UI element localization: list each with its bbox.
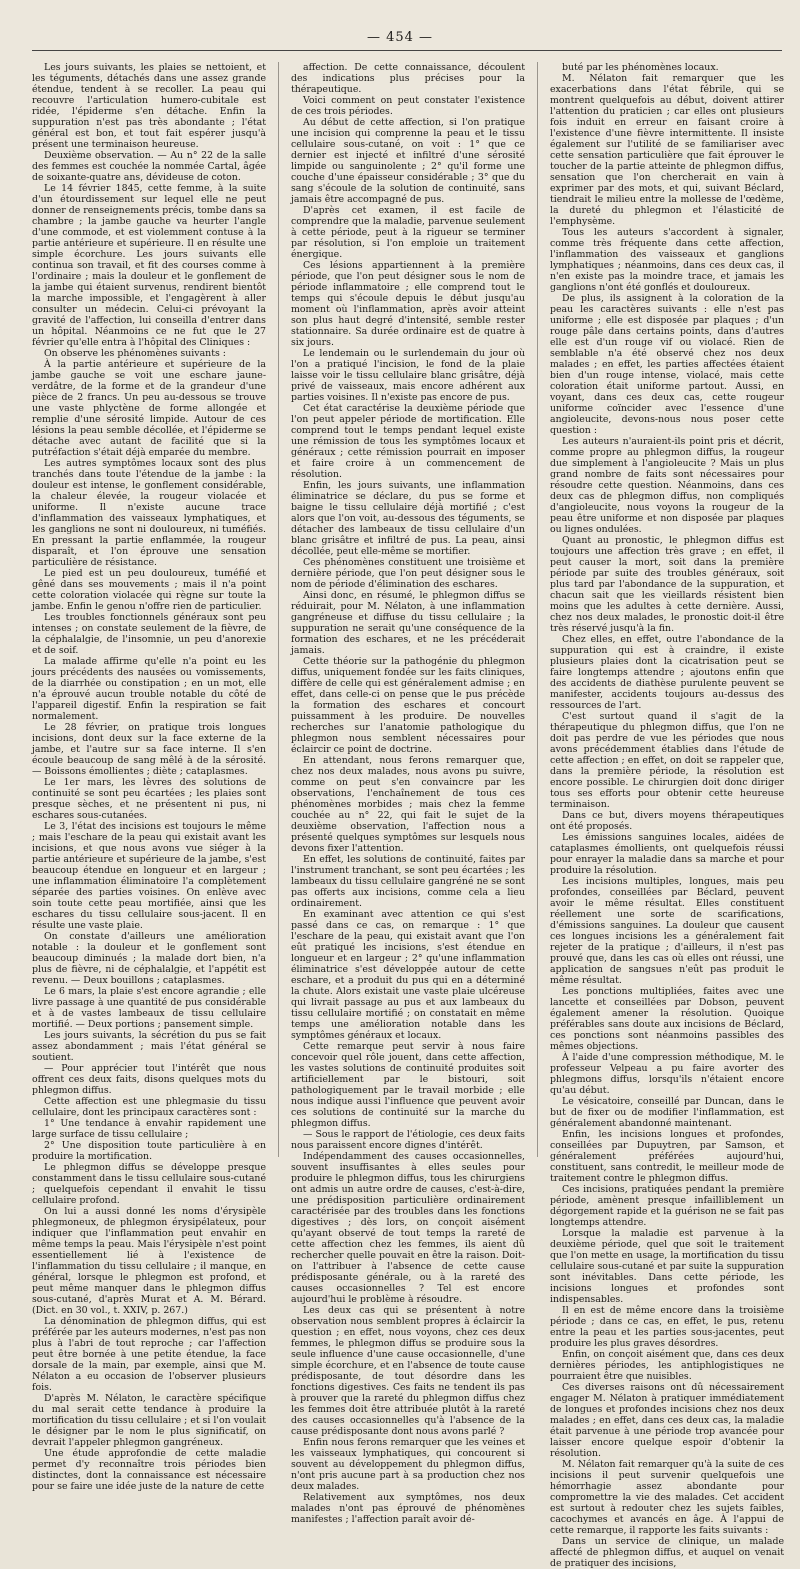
paragraph: Ces incisions, pratiquées pendant la première période, amènent presque infailliblement un dégorgement rapide et la guérison ne se fait pas longtemps attendre. [550, 1184, 784, 1228]
paragraph: Les jours suivants, la sécrétion du pus se fait assez abondamment ; mais l'état général se soutient. [32, 1030, 266, 1063]
paragraph: La dénomination de phlegmon diffus, qui est préférée par les auteurs modernes, n'est pas non plus à l'abri de tout reproche ; car l'affection peut être bornée à une petite étendue, la face dorsale de la main, par exemple, ainsi que M. Nélaton a eu occasion de l'observer plusieurs fois. [32, 1316, 266, 1393]
paragraph: 2° Une disposition toute particulière à en produire la mortification. [32, 1140, 266, 1162]
paragraph: Lorsque la maladie est parvenue à la deuxième période, quel que soit le traitement que l'on mette en usage, la mortification du tissu cellulaire sous-cutané et par suite la suppuration sont inévitables. Dans cette période, les incisions longues et profondes sont indispensables. [550, 1228, 784, 1305]
column-divider [278, 62, 279, 1157]
paragraph: Quant au pronostic, le phlegmon diffus est toujours une affection très grave ; en effet, il peut causer la mort, soit dans la première période par suite des troubles généraux, soit plus tard par l'abondance de la suppuration, et chacun sait que les vieillards résistent bien moins que les adultes à cette dernière. Aussi, chez nos deux malades, le pronostic doit-il être très réservé jusqu'à la fin. [550, 535, 784, 634]
paragraph: Les incisions multiples, longues, mais peu profondes, conseillées par Béclard, peuvent avoir le même résultat. Elles constituent réellement une sorte de scarifications, d'émissions sanguines. La douleur que causent ces longues incisions les a généralement fait rejeter de la pratique ; d'ailleurs, il n'est pas prouvé que, dans les cas où elles ont réussi, une application de sangsues n'eût pas produit le même résultat. [550, 876, 784, 986]
paragraph: Dans un service de clinique, un malade affecté de phlegmon diffus, et auquel on venait de pratiquer des incisions, [550, 1536, 784, 1569]
header-rule [32, 50, 782, 51]
paragraph: Le lendemain ou le surlendemain du jour où l'on a pratiqué l'incision, le fond de la plaie laisse voir le tissu cellulaire blanc grisâtre, déjà privé de vaisseaux, mais encore adhérent aux parties voisines. Il n'existe pas encore de pus. [291, 348, 525, 403]
paragraph: À la partie antérieure et supérieure de la jambe gauche se voit une eschare jaune-verdâtre, de la forme et de la grandeur d'une pièce de 2 francs. Un peu au-dessous se trouve une vaste phlyctène de forme allongée et remplie d'une sérosité limpide. Autour de ces lésions la peau semble décollée, et l'épiderme se détache avec autant de facilité que si la putréfaction s'était déjà emparée du membre. [32, 359, 266, 458]
paragraph: En examinant avec attention ce qui s'est passé dans ce cas, on remarque : 1° que l'eschare de la peau, qui existait avant que l'on eût pratiqué les incisions, s'est étendue en longueur et en largeur ; 2° qu'une inflammation éliminatrice s'est développée autour de cette eschare, et a produit du pus qui en a déterminé la chute. Alors existait une vaste plaie ulcéreuse qui livrait passage au pus et aux lambeaux du tissu cellulaire mortifié ; on constatait en même temps une amélioration notable dans les symptômes généraux et locaux. [291, 909, 525, 1041]
paragraph: D'après cet examen, il est facile de comprendre que la maladie, parvenue seulement à cette période, peut à la rigueur se terminer par résolution, si l'on emploie un traitement énergique. [291, 205, 525, 260]
paragraph: À l'aide d'une compression méthodique, M. le professeur Velpeau a pu faire avorter des phlegmons diffus, lorsqu'ils n'étaient encore qu'au début. [550, 1052, 784, 1096]
paragraph: Le pied est un peu douloureux, tuméfié et gêné dans ses mouvements ; mais il n'a point cette coloration violacée qui règne sur toute la jambe. Enfin le genou n'offre rien de particulier. [32, 568, 266, 612]
paragraph: 1° Une tendance à envahir rapidement une large surface de tissu cellulaire ; [32, 1118, 266, 1140]
paragraph: Ces lésions appartiennent à la première période, que l'on peut désigner sous le nom de période inflammatoire ; elle comprend tout le temps qui s'écoule depuis le début jusqu'au moment où l'inflammation, après avoir atteint son plus haut degré d'intensité, semble rester stationnaire. Sa durée ordinaire est de quatre à six jours. [291, 260, 525, 348]
paragraph: M. Nélaton fait remarquer qu'à la suite de ces incisions il peut survenir quelquefois une hémorrhagie assez abondante pour compromettre la vie des malades. Cet accident est surtout à redouter chez les sujets faibles, cacochymes et avancés en âge. À l'appui de cette remarque, il rapporte les faits suivants : [550, 1459, 784, 1536]
paragraph: Le 1er mars, les lèvres des solutions de continuité se sont peu écartées ; les plaies sont presque sèches, et ne présentent ni pus, ni eschares sous-cutanées. [32, 777, 266, 821]
paragraph: On lui a aussi donné les noms d'érysipèle phlegmoneux, de phlegmon érysipélateux, pour indiquer que l'inflammation peut envahir en même temps la peau. Mais l'érysipèle n'est point essentiellement lié à l'existence de l'inflammation du tissu cellulaire ; il manque, en général, lorsque le phlegmon est profond, et peut même manquer dans le phlegmon diffus sous-cutané, d'après Murat et A. M. Bérard. (Dict. en 30 vol., t. XXIV, p. 267.) [32, 1206, 266, 1316]
page-number: — 454 — [366, 30, 434, 45]
paragraph: Enfin, les incisions longues et profondes, conseillées par Dupuytren, par Samson, et généralement préférées aujourd'hui, constituent, sans contredit, le meilleur mode de traitement contre le phlegmon diffus. [550, 1129, 784, 1184]
paragraph: Cette remarque peut servir à nous faire concevoir quel rôle jouent, dans cette affection, les vastes solutions de continuité produites soit artificiellement par le bistouri, soit pathologiquement par le travail morbide ; elle nous indique aussi l'influence que peuvent avoir ces solutions de continuité sur la marche du phlegmon diffus. [291, 1041, 525, 1129]
paragraph: La malade affirme qu'elle n'a point eu les jours précédents des nausées ou vomissements, de la diarrhée ou constipation ; en un mot, elle n'a éprouvé aucun trouble notable du côté de l'appareil digestif. Enfin la respiration se fait normalement. [32, 656, 266, 722]
paragraph: Le 28 février, on pratique trois longues incisions, dont deux sur la face externe de la jambe, et l'autre sur sa face interne. Il s'en écoule beaucoup de sang mêlé à de la sérosité. — Boissons émollientes ; diète ; cataplasmes. [32, 722, 266, 777]
paragraph: Voici comment on peut constater l'existence de ces trois périodes. [291, 95, 525, 117]
paragraph: Enfin, les jours suivants, une inflammation éliminatrice se déclare, du pus se forme et baigne le tissu cellulaire déjà mortifié ; c'est alors que l'on voit, au-dessous des téguments, se détacher des lambeaux de tissu cellulaire d'un blanc grisâtre et infiltré de pus. La peau, ainsi décollée, peut elle-même se mortifier. [291, 480, 525, 557]
paragraph: Enfin, on conçoit aisément que, dans ces deux dernières périodes, les antiphlogistiques ne pourraient être que nuisibles. [550, 1349, 784, 1382]
paragraph: Tous les auteurs s'accordent à signaler, comme très fréquente dans cette affection, l'inflammation des vaisseaux et ganglions lymphatiques ; néanmoins, dans ces deux cas, il n'en existe pas la moindre trace, et jamais les ganglions n'ont été gonflés et douloureux. [550, 227, 784, 293]
paragraph: C'est surtout quand il s'agit de la thérapeutique du phlegmon diffus, que l'on ne doit pas perdre de vue les périodes que nous avons précédemment établies dans l'étude de cette affection ; en effet, on doit se rappeler que, dans la première période, la résolution est encore possible. Le chirurgien doit donc diriger tous ses efforts pour obtenir cette heureuse terminaison. [550, 711, 784, 810]
paragraph: — Sous le rapport de l'étiologie, ces deux faits nous paraissent encore dignes d'intérêt. [291, 1129, 525, 1151]
column-divider [537, 62, 538, 1157]
paragraph: Les troubles fonctionnels généraux sont peu intenses ; on constate seulement de la fièvre, de la céphalalgie, de l'insomnie, un peu d'anorexie et de soif. [32, 612, 266, 656]
paragraph: D'après M. Nélaton, le caractère spécifique du mal serait cette tendance à produire la mortification du tissu cellulaire ; et si l'on voulait le désigner par le nom le plus significatif, on devrait l'appeler phlegmon gangréneux. [32, 1393, 266, 1448]
paragraph: Les auteurs n'auraient-ils point pris et décrit, comme propre au phlegmon diffus, la rougeur due simplement à l'angioleucite ? Mais un plus grand nombre de faits sont nécessaires pour résoudre cette question. Néanmoins, dans ces deux cas de phlegmon diffus, non compliqués d'angioleucite, nous voyons la rougeur de la peau être uniforme et non disposée par plaques ou lignes ondulées. [550, 436, 784, 535]
paragraph: En effet, les solutions de continuité, faites par l'instrument tranchant, se sont peu écartées ; les lambeaux du tissu cellulaire gangréné ne se sont pas offerts aux incisions, comme cela a lieu ordinairement. [291, 854, 525, 909]
column-right [550, 62, 784, 1569]
paragraph: Le phlegmon diffus se développe presque constamment dans le tissu cellulaire sous-cutané ; quelquefois cependant il envahit le tissu cellulaire profond. [32, 1162, 266, 1206]
paragraph: Le 3, l'état des incisions est toujours le même ; mais l'eschare de la peau qui existait avant les incisions, et que nous avons vue siéger à la partie antérieure et supérieure de la jambe, s'est beaucoup étendue en longueur et en largeur ; une inflammation éliminatoire l'a complètement séparée des parties voisines. On enlève avec soin toute cette peau mortifiée, ainsi que les eschares du tissu cellulaire sous-jacent. Il en résulte une vaste plaie. [32, 821, 266, 931]
paragraph: Le 14 février 1845, cette femme, à la suite d'un étourdissement sur lequel elle ne peut donner de renseignements précis, tombe dans sa chambre ; la jambe gauche va heurter l'angle d'une commode, et est violemment contuse à la partie antérieure et supérieure. Il en résulte une simple écorchure. Les jours suivants elle continua son travail, et fit des courses comme à l'ordinaire ; mais la douleur et le gonflement de la jambe qui étaient survenus, rendirent bientôt la marche impossible, et l'engagèrent à aller consulter un médecin. Celui-ci prévoyant la gravité de l'affection, lui conseilla d'entrer dans un hôpital. Néanmoins ce ne fut que le 27 février qu'elle entra à l'hôpital des Cliniques : [32, 183, 267, 348]
paragraph: Cet état caractérise la deuxième période que l'on peut appeler période de mortification. Elle comprend tout le temps pendant lequel existe une rémission de tous les symptômes locaux et généraux ; cette rémission pourrait en imposer et faire croire à un commencement de résolution. [291, 403, 525, 480]
paragraph: affection. De cette connaissance, découlent des indications plus précises pour la thérapeutique. [291, 62, 525, 95]
text-columns [32, 62, 784, 1569]
paragraph: — Pour apprécier tout l'intérêt que nous offrent ces deux faits, disons quelques mots du phlegmon diffus. [32, 1063, 266, 1096]
column-left [32, 62, 267, 1492]
paragraph: Dans ce but, divers moyens thérapeutiques ont été proposés. [550, 810, 784, 832]
paragraph: buté par les phénomènes locaux. [562, 62, 719, 73]
paragraph: Deuxième observation. — Au n° 22 de la salle des femmes est couchée la nommée Cartal, âgée de soixante-quatre ans, dévideuse de coton. [32, 150, 266, 183]
paragraph: Le vésicatoire, conseillé par Duncan, dans le but de fixer ou de modifier l'inflammation, est généralement abandonné maintenant. [550, 1096, 784, 1129]
paragraph: Ces phénomènes constituent une troisième et dernière période, que l'on peut désigner sous le nom de période d'élimination des eschares. [291, 557, 525, 590]
paragraph: Le 6 mars, la plaie s'est encore agrandie ; elle livre passage à une quantité de pus considérable et à de vastes lambeaux de tissu cellulaire mortifié. — Deux portions ; pansement simple. [32, 986, 266, 1030]
paragraph: Cette théorie sur la pathogénie du phlegmon diffus, uniquement fondée sur les faits cliniques, diffère de celle qui est généralement admise ; en effet, dans celle-ci on pense que le pus précède la formation des eschares et concourt puissamment à les produire. De nouvelles recherches sur l'anatomie pathologique du phlegmon nous semblent nécessaires pour éclaircir ce point de doctrine. [291, 656, 525, 755]
paragraph: On constate d'ailleurs une amélioration notable : la douleur et le gonflement sont beaucoup diminués ; la malade dort bien, n'a plus de fièvre, ni de céphalalgie, et l'appétit est revenu. — Deux bouillons ; cataplasmes. [32, 931, 266, 986]
paragraph: Il en est de même encore dans la troisième période ; dans ce cas, en effet, le pus, retenu entre la peau et les parties sous-jacentes, peut produire les plus graves désordres. [550, 1305, 784, 1349]
paragraph: Enfin nous ferons remarquer que les veines et les vaisseaux lymphatiques, qui concourent si souvent au développement du phlegmon diffus, n'ont pris aucune part à sa production chez nos deux malades. [291, 1437, 525, 1492]
paragraph: En attendant, nous ferons remarquer que, chez nos deux malades, nous avons pu suivre, comme on peut s'en convaincre par les observations, l'enchaînement de tous ces phénomènes morbides ; mais chez la femme couchée au n° 22, qui fait le sujet de la deuxième observation, l'affection nous a présenté quelques symptômes sur lesquels nous devons fixer l'attention. [291, 755, 525, 854]
paragraph: Au début de cette affection, si l'on pratique une incision qui comprenne la peau et le tissu cellulaire sous-cutané, on voit : 1° que ce dernier est injecté et infiltré d'une sérosité limpide ou sanguinolente ; 2° qu'il forme une couche d'une épaisseur considérable ; 3° que du sang s'écoule de la solution de continuité, sans jamais être accompagné de pus. [291, 117, 525, 205]
paragraph: De plus, ils assignent à la coloration de la peau les caractères suivants : elle n'est pas uniforme ; elle est disposée par plaques ; d'un rouge pâle dans certains points, dans d'autres elle est d'un rouge vif ou violacé. Rien de semblable n'a été observé chez nos deux malades ; en effet, les parties affectées étaient bien d'un rouge intense, violacé, mais cette coloration était uniforme partout. Aussi, en voyant, dans ces deux cas, cette rougeur uniforme coïncider avec l'essence d'une angioleucite, devons-nous nous poser cette question : [550, 293, 784, 436]
paragraph: Les autres symptômes locaux sont des plus tranchés dans toute l'étendue de la jambe : la douleur est intense, le gonflement considérable, la chaleur élevée, la rougeur violacée et uniforme. Il n'existe aucune trace d'inflammation des vaisseaux lymphatiques, et les ganglions ne sont ni douloureux, ni tuméfiés. En pressant la partie enflammée, la rougeur disparaît, et l'on éprouve une sensation particulière de résistance. [32, 458, 266, 568]
paragraph: Les ponctions multipliées, faites avec une lancette et conseillées par Dobson, peuvent également amener la résolution. Quoique préférables sans doute aux incisions de Béclard, ces ponctions sont néanmoins passibles des mêmes objections. [550, 986, 784, 1052]
column-middle [291, 62, 525, 1525]
paragraph: Relativement aux symptômes, nos deux malades n'ont pas éprouvé de phénomènes manifestes ; l'affection paraît avoir dé- [291, 1492, 525, 1525]
paragraph: Les émissions sanguines locales, aidées de cataplasmes émollients, ont quelquefois réussi pour enrayer la maladie dans sa marche et pour produire la résolution. [550, 832, 784, 876]
paragraph: Cette affection est une phlegmasie du tissu cellulaire, dont les principaux caractères sont : [32, 1096, 266, 1118]
paragraph: Les deux cas qui se présentent à notre observation nous semblent propres à éclaircir la question ; en effet, nous voyons, chez ces deux femmes, le phlegmon diffus se produire sous la seule influence d'une cause occasionnelle, d'une simple écorchure, et en l'absence de toute cause prédisposante, de tout désordre dans les fonctions digestives. Ces faits ne tendent ils pas à prouver que la rareté du phlegmon diffus chez les femmes doit être attribuée plutôt à la rareté des causes occasionnelles qu'à l'absence de la cause prédisposante dont nous avons parlé ? [291, 1305, 525, 1437]
paragraph: On observe les phénomènes suivants : [44, 348, 226, 359]
paragraph: M. Nélaton fait remarquer que les exacerbations dans l'état fébrile, qui se montrent quelquefois au début, doivent attirer l'attention du praticien ; car elles ont plusieurs fois induit en erreur en faisant croire à l'existence d'une fièvre intermittente. Il insiste également sur l'utilité de se familiariser avec cette sensation particulière que fait éprouver le toucher de la partie atteinte de phlegmon diffus, sensation que l'on chercherait en vain à exprimer par des mots, et qui, suivant Béclard, tiendrait le milieu entre la mollesse de l'œdème, la dureté du phlegmon et l'élasticité de l'emphysème. [550, 73, 784, 227]
paragraph: Les jours suivants, les plaies se nettoient, et les téguments, détachés dans une assez grande étendue, tendent à se recoller. La peau qui recouvre l'articulation humero-cubitale est ridée, l'épiderme s'en détache. Enfin la suppuration n'est pas très abondante ; l'état général est bon, et tout fait espérer jusqu'à présent une terminaison heureuse. [32, 62, 266, 150]
paragraph: Ces diverses raisons ont dû nécessairement engager M. Nélaton à pratiquer immédiatement de longues et profondes incisions chez nos deux malades ; en effet, dans ces deux cas, la maladie était parvenue à une période trop avancée pour laisser encore quelque espoir d'obtenir la résolution. [550, 1382, 784, 1459]
paragraph: Ainsi donc, en résumé, le phlegmon diffus se réduirait, pour M. Nélaton, à une inflammation gangréneuse et diffuse du tissu cellulaire ; la suppuration ne serait qu'une conséquence de la formation des eschares, et ne les précéderait jamais. [291, 590, 525, 656]
paragraph: Une étude approfondie de cette maladie permet d'y reconnaître trois périodes bien distinctes, dont la connaissance est nécessaire pour se faire une idée juste de la nature de cette [32, 1448, 266, 1492]
paragraph: Chez elles, en effet, outre l'abondance de la suppuration qui est à craindre, il existe plusieurs plaies dont la cicatrisation peut se faire longtemps attendre ; ajoutons enfin que des accidents de diathèse purulente peuvent se manifester, accidents toujours au-dessus des ressources de l'art. [550, 634, 784, 711]
paragraph: Indépendamment des causes occasionnelles, souvent insuffisantes à elles seules pour produire le phlegmon diffus, tous les chirurgiens ont admis un autre ordre de causes, c'est-à-dire, une prédisposition particulière ordinairement caractérisée par des troubles dans les fonctions digestives ; dès lors, on conçoit aisément qu'ayant observé de tout temps la rareté de cette affection chez les femmes, ils aient dû rechercher quelle pouvait en être la raison. Doit-on l'attribuer à l'absence de cette cause prédisposante générale, ou à la rareté des causes occasionnelles ? Tel est encore aujourd'hui le problème à résoudre. [291, 1151, 525, 1305]
